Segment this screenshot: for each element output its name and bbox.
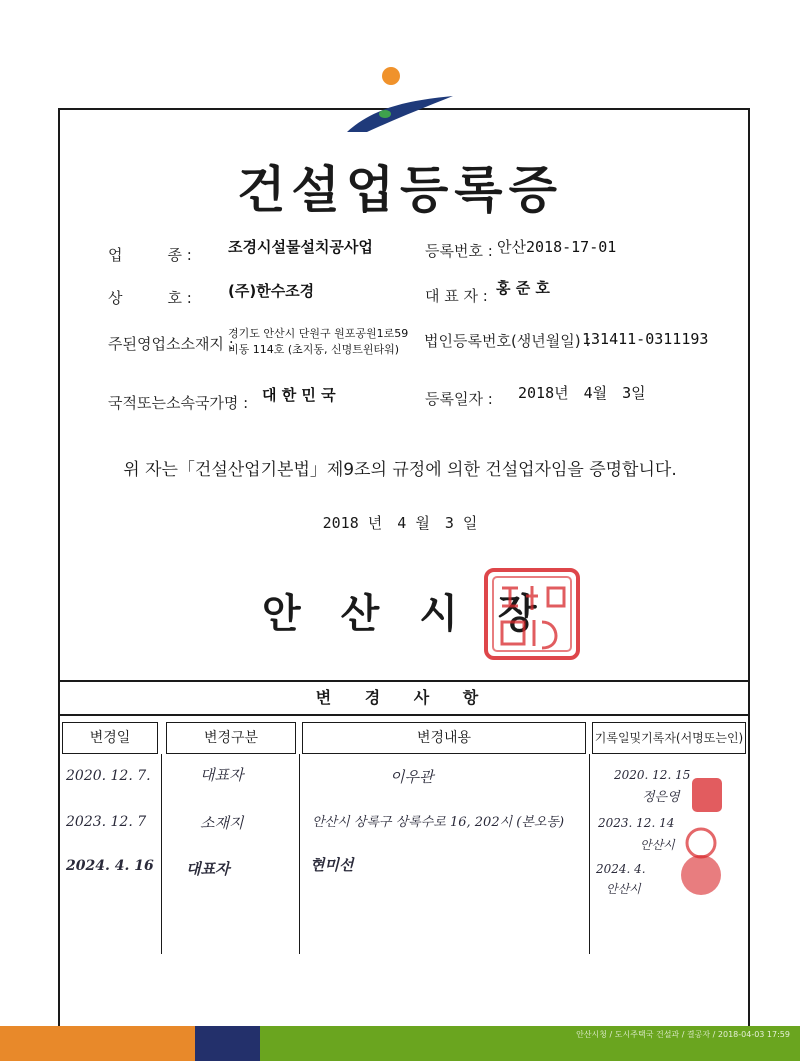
- change-content: 현미선: [310, 856, 354, 874]
- record-date: 2020. 12. 15: [614, 768, 691, 782]
- footer-text: 안산시청 / 도시주택국 건설과 / 결공자 / 2018-04-03 17:59: [576, 1030, 790, 1039]
- business-type-label: 업 종 :: [108, 246, 192, 264]
- rep-label: 대 표 자 :: [425, 287, 488, 305]
- certification-text: 위 자는「건설산업기본법」제9조의 규정에 의한 건설업자임을 증명합니다.: [123, 460, 677, 480]
- change-date: 2024. 4. 16: [66, 858, 154, 874]
- city-logo: [345, 62, 455, 142]
- corp-no-value: 131411-0311193: [582, 330, 709, 348]
- nationality-label: 국적또는소속국가명 :: [108, 394, 249, 412]
- official-seal-icon: [482, 566, 582, 662]
- company-value: (주)한수조경: [228, 282, 315, 300]
- column-divider: [161, 754, 162, 954]
- reg-date-value: 2018년 4월 3일: [518, 384, 646, 402]
- column-record: 기록일및기록자(서명또는인): [592, 722, 746, 754]
- column-divider: [589, 754, 590, 954]
- record-stamp-icon: [690, 776, 724, 814]
- change-content: 이우관: [390, 768, 434, 786]
- nationality-value: 대 한 민 국: [262, 386, 336, 404]
- changes-heading: 변 경 사 항: [58, 680, 750, 716]
- record-signature: 안산시: [640, 838, 675, 852]
- business-type-value: 조경시설물설치공사업: [228, 238, 373, 256]
- column-change-type: 변경구분: [166, 722, 296, 754]
- office-line2: 비동 114호 (초지동, 신명트윈타워): [228, 343, 400, 356]
- document-title: 건설업등록증: [237, 160, 563, 219]
- corp-no-label: 법인등록번호(생년월일) :: [424, 332, 591, 350]
- reg-date-label: 등록일자 :: [425, 390, 493, 408]
- record-stamp-icon: [676, 852, 726, 898]
- reg-no-value: 안산2018-17-01: [497, 238, 617, 256]
- change-date: 2020. 12. 7.: [66, 768, 151, 784]
- change-kind: 대표자: [186, 860, 230, 878]
- change-kind: 소재지: [200, 814, 244, 832]
- column-divider: [299, 754, 300, 954]
- column-change-date: 변경일: [62, 722, 158, 754]
- column-change-content: 변경내용: [302, 722, 586, 754]
- record-signature: 정은영: [642, 790, 680, 805]
- change-content: 안산시 상록구 상록수로 16, 202시 (본오동): [312, 815, 565, 830]
- reg-no-label: 등록번호 :: [425, 242, 493, 260]
- record-date: 2024. 4.: [596, 862, 646, 876]
- company-label: 상 호 :: [108, 289, 192, 307]
- office-label: 주된영업소소재지 :: [108, 335, 234, 353]
- office-line1: 경기도 안산시 단원구 원포공원1로59: [228, 327, 409, 340]
- issuer-name: 안산시장: [262, 590, 577, 637]
- record-signature: 안산시: [606, 882, 641, 896]
- change-date: 2023. 12. 7: [66, 814, 147, 830]
- rep-value: 홍 준 호: [496, 279, 550, 297]
- issue-date: 2018 년 4 월 3 일: [322, 514, 478, 532]
- change-kind: 대표자: [200, 766, 244, 784]
- record-date: 2023. 12. 14: [598, 816, 675, 830]
